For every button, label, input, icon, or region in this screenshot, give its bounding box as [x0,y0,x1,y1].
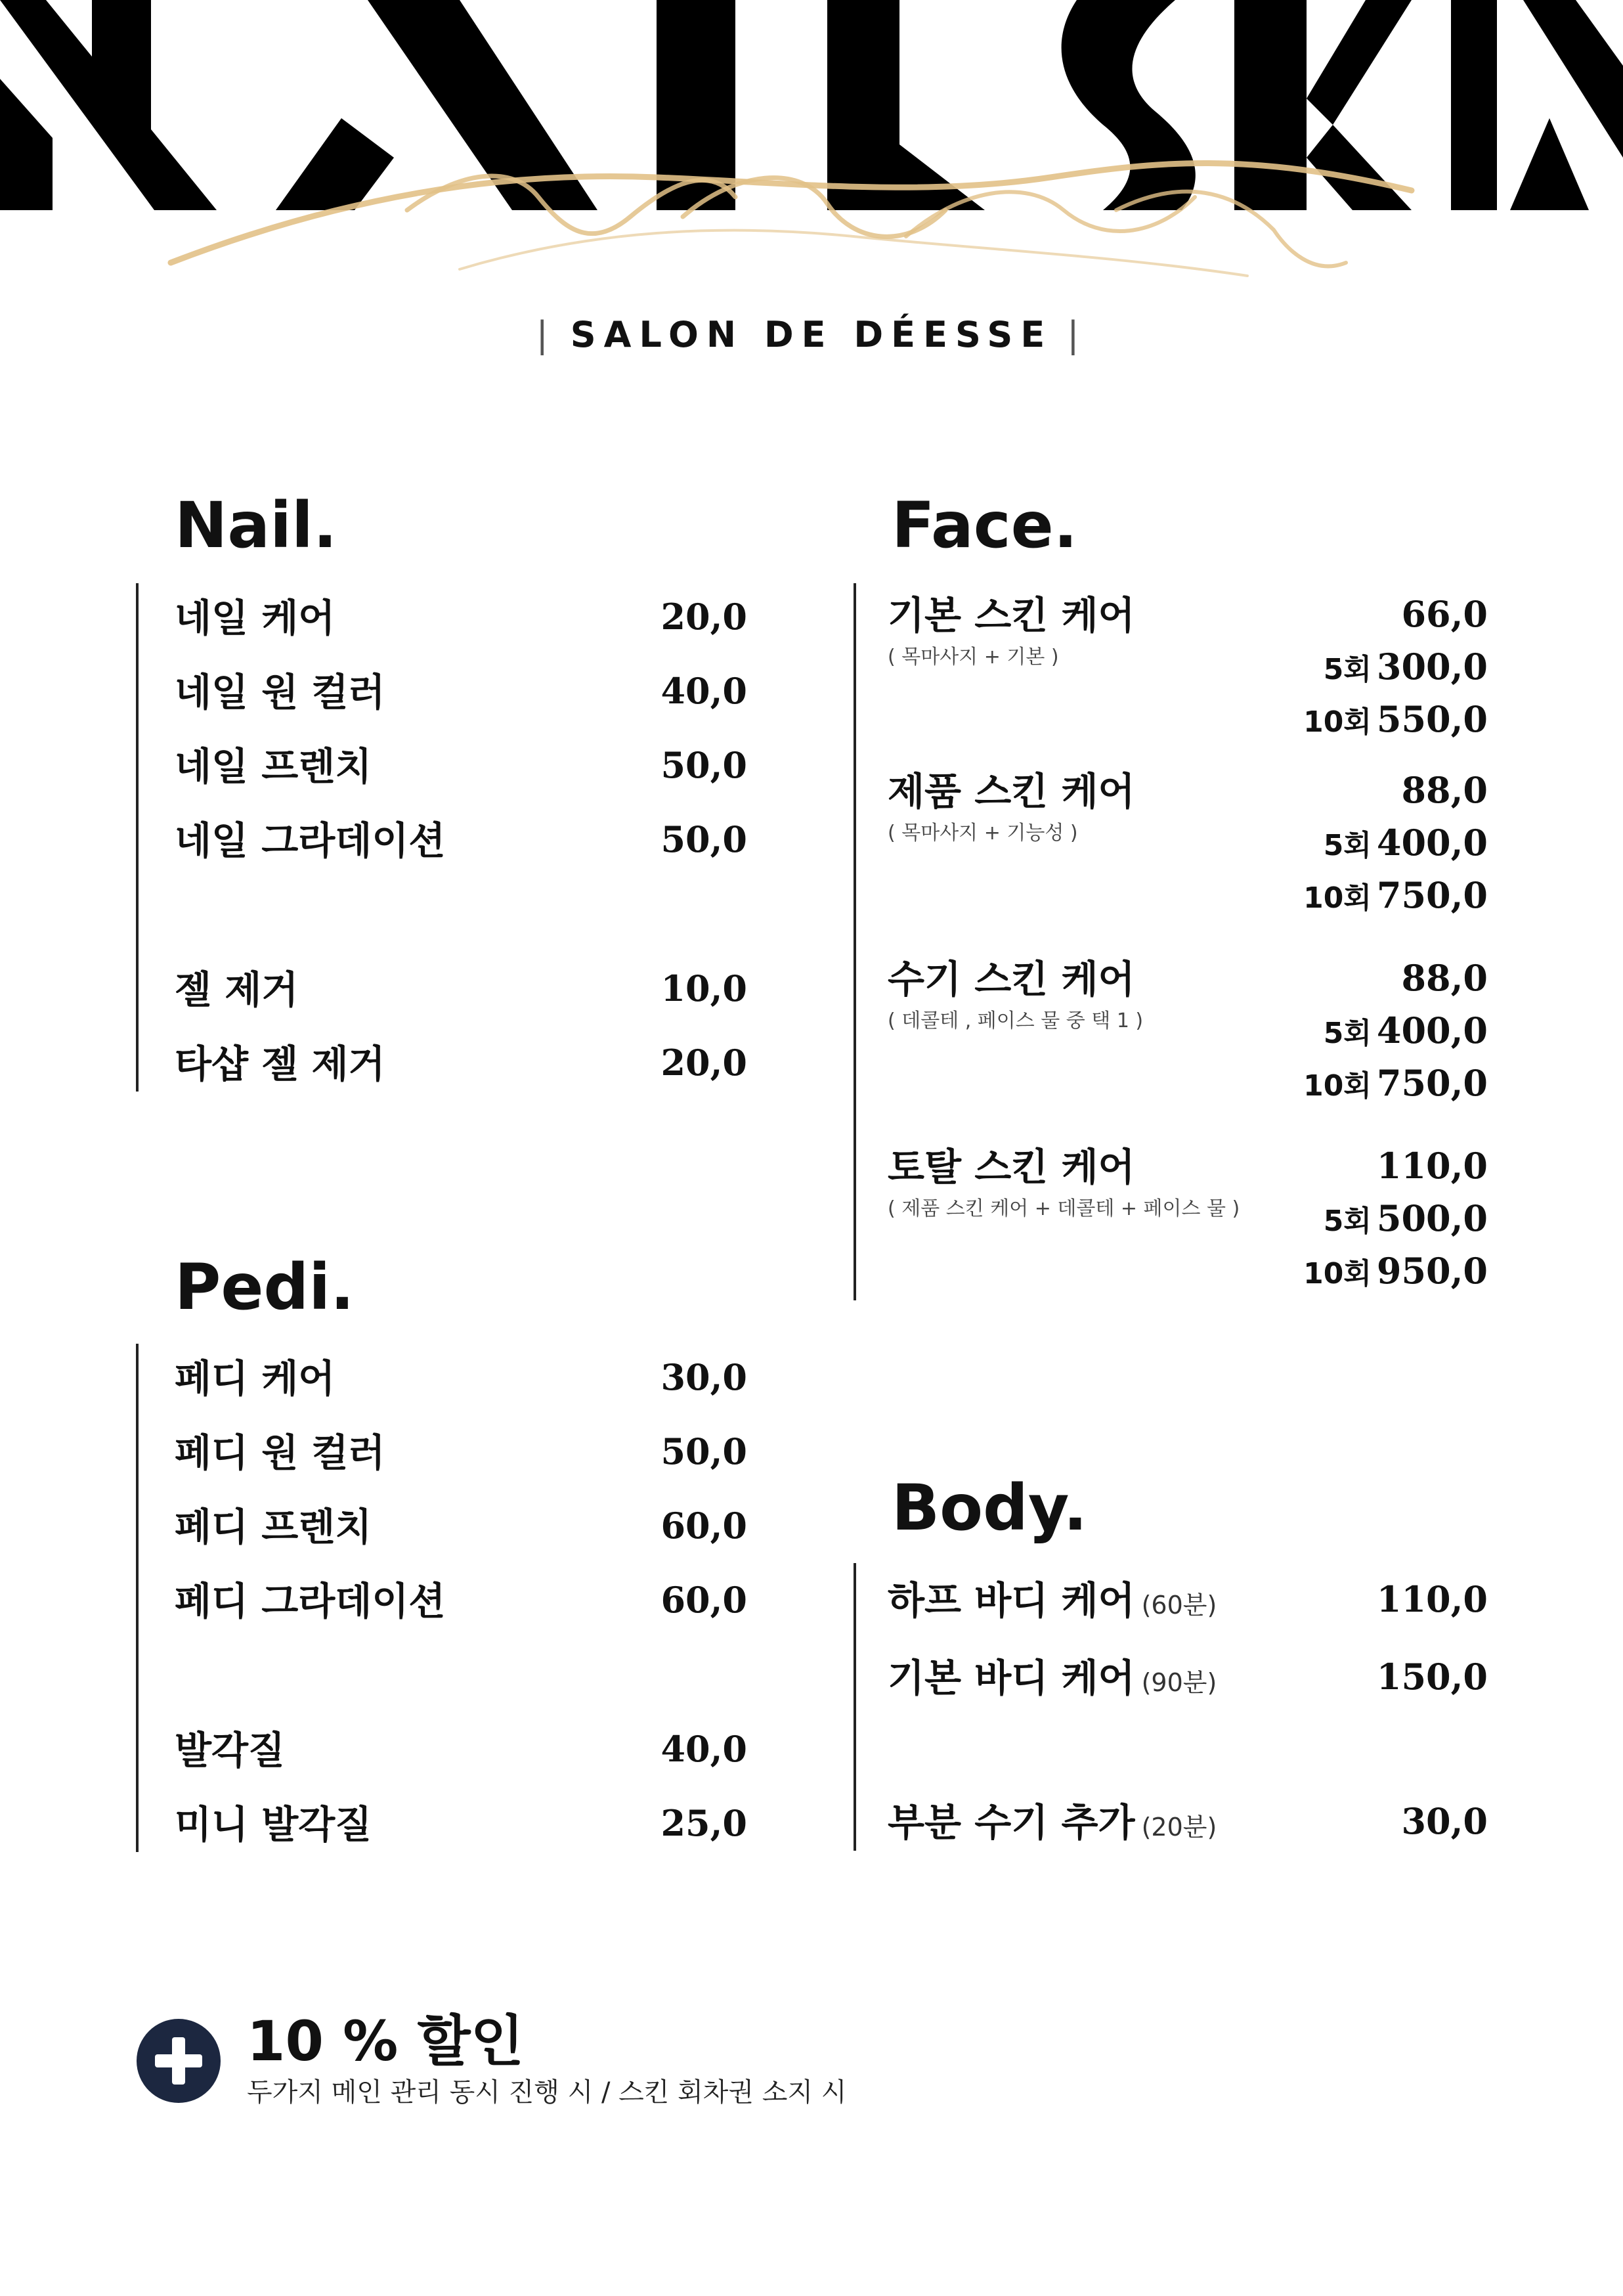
item-name [888,1800,1217,1845]
body-item [888,1656,1488,1725]
item-price: 66,0 [1401,593,1488,635]
item-name: 기본 스킨 케어 [888,593,1135,638]
pedi-item [175,1505,747,1574]
pedi-item [175,1579,747,1648]
item-name: 젤 제거 [175,967,299,1012]
package-price: 500,0 [1376,1197,1488,1239]
pedi-item [175,1430,747,1499]
package-price: 750,0 [1376,1062,1488,1104]
item-price: 110,0 [1376,1578,1488,1620]
item-price: 60,0 [660,1505,747,1547]
item-name: 네일 프렌치 [175,744,372,789]
nail-item [175,967,747,1036]
item-price: 50,0 [660,1430,747,1472]
pedi-section-title: Pedi. [175,1250,355,1324]
item-price: 30,0 [660,1356,747,1398]
item-name: 토탈 스킨 케어 [888,1145,1135,1189]
item-name: 페디 케어 [175,1356,335,1401]
item-price: 88,0 [1401,769,1488,811]
item-price: 25,0 [660,1802,747,1844]
item-name [888,1578,1217,1623]
nail-item [175,818,747,887]
item-price: 30,0 [1401,1800,1488,1842]
brand-logo [0,0,1623,309]
package-price: 950,0 [1376,1250,1488,1292]
item-name: 네일 그라데이션 [175,818,446,863]
package-count: 10회 [1303,705,1372,739]
tagline-divider-right: | [1067,314,1087,355]
item-price: 50,0 [660,744,747,786]
item-price: 110,0 [1376,1145,1488,1187]
package-5 [1323,1009,1488,1051]
tagline-divider-left: | [536,314,556,355]
face-item [888,769,1488,917]
package-count: 5회 [1323,653,1372,686]
package-price: 400,0 [1376,1009,1488,1051]
item-price: 40,0 [660,670,747,712]
body-item [888,1578,1488,1647]
nail-item [175,596,747,665]
package-5 [1323,1197,1488,1239]
package-5 [1323,822,1488,864]
item-name: 타샵 젤 제거 [175,1042,385,1086]
package-price: 750,0 [1376,874,1488,916]
package-count: 5회 [1323,1017,1372,1050]
package-count: 10회 [1303,1257,1372,1291]
item-name: 페디 그라데이션 [175,1579,446,1623]
body-item [888,1800,1488,1869]
nail-divider-line [136,583,139,1092]
item-name-text: 부분 수기 추가 [888,1800,1135,1845]
nail-item [175,670,747,739]
plus-icon [137,2019,221,2103]
item-duration: (90분) [1141,1668,1217,1697]
item-name: 수기 스킨 케어 [888,957,1135,1002]
item-name [888,1656,1217,1700]
item-name: 페디 프렌치 [175,1505,372,1549]
tagline-text: SALON DE DÉESSE [570,314,1053,355]
item-description: ( 목마사지 + 기본 ) [888,646,1059,669]
tagline [0,314,1623,355]
item-price: 88,0 [1401,957,1488,999]
item-price: 20,0 [660,1042,747,1084]
pedi-item [175,1356,747,1425]
item-price: 150,0 [1376,1656,1488,1698]
package-count: 10회 [1303,1069,1372,1103]
face-divider-line [854,583,856,1300]
item-name: 발각질 [175,1728,286,1773]
package-count: 5회 [1323,829,1372,862]
face-section-title: Face. [892,489,1078,562]
item-name: 네일 케어 [175,596,335,640]
body-divider-line [854,1563,856,1851]
face-item [888,593,1488,741]
item-name: 미니 발각질 [175,1802,372,1847]
item-price: 60,0 [660,1579,747,1621]
item-duration: (60분) [1141,1591,1217,1620]
package-10 [1303,874,1488,916]
item-name: 페디 원 컬러 [175,1430,385,1475]
item-duration: (20분) [1141,1813,1217,1842]
package-5 [1323,646,1488,688]
item-name-text: 하프 바디 케어 [888,1578,1135,1623]
package-10 [1303,1250,1488,1292]
nail-item [175,744,747,813]
package-price: 400,0 [1376,822,1488,864]
body-section-title: Body. [892,1471,1088,1545]
item-price: 10,0 [660,967,747,1009]
item-price: 20,0 [660,596,747,638]
pedi-item [175,1802,747,1871]
item-description: ( 목마사지 + 기능성 ) [888,822,1078,845]
package-10 [1303,698,1488,740]
nail-item [175,1042,747,1111]
package-count: 5회 [1323,1204,1372,1238]
item-price: 50,0 [660,818,747,860]
package-count: 10회 [1303,881,1372,915]
face-item [888,1145,1488,1292]
pedi-divider-line [136,1344,139,1852]
package-10 [1303,1062,1488,1104]
discount-condition: 두가지 메인 관리 동시 진행 시 / 스킨 회차권 소지 시 [247,2077,847,2108]
item-description: ( 데콜테 , 페이스 물 중 택 1 ) [888,1009,1144,1032]
item-price: 40,0 [660,1728,747,1770]
item-description: ( 제품 스킨 케어 + 데콜테 + 페이스 물 ) [888,1197,1240,1220]
pedi-item [175,1728,747,1797]
face-item [888,957,1488,1105]
item-name: 제품 스킨 케어 [888,769,1135,814]
item-name-text: 기본 바디 케어 [888,1656,1135,1700]
nail-section-title: Nail. [175,489,337,562]
discount-title: 10 % 할인 [247,2009,524,2073]
item-name: 네일 원 컬러 [175,670,385,715]
package-price: 550,0 [1376,698,1488,740]
package-price: 300,0 [1376,646,1488,688]
